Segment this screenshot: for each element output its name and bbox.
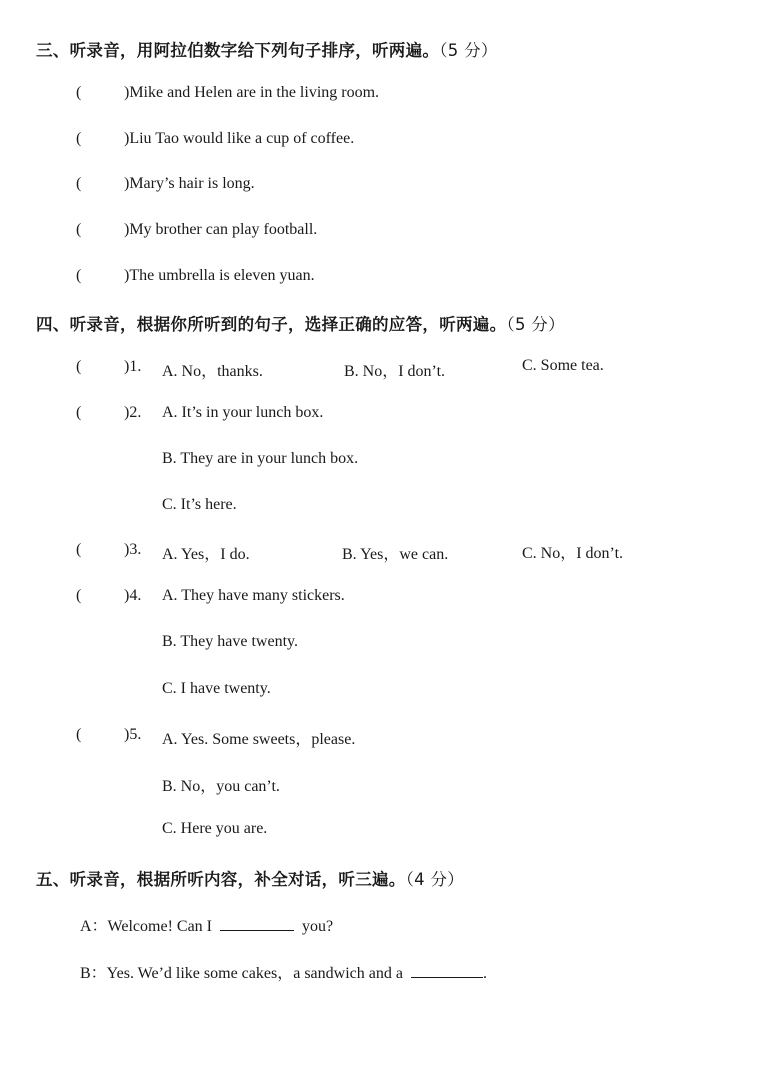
option-a: A. Yes，I do. <box>162 546 250 563</box>
sentence-text: My brother can play football. <box>129 221 318 238</box>
section4-title: 四、听录音，根据你所听到的句子，选择正确的应答，听两遍。 <box>36 315 507 334</box>
answer-paren-open[interactable]: ( <box>76 84 82 101</box>
section3-title: 三、听录音，用阿拉伯数字给下列句子排序，听两遍。 <box>36 41 440 60</box>
answer-paren-open[interactable]: ( <box>76 587 82 604</box>
section5-score: （4 分） <box>405 870 465 889</box>
answer-paren-close: ) <box>124 130 130 147</box>
answer-paren-close: ) <box>124 267 130 284</box>
sentence-text: Mike and Helen are in the living room. <box>129 84 380 101</box>
section5-heading <box>36 866 464 890</box>
answer-paren-close: ) <box>124 541 130 558</box>
answer-paren-open[interactable]: ( <box>76 726 82 743</box>
dialogue-b-text: B：Yes. We’d like some cakes，a sandwich and a <box>80 965 403 982</box>
option-a: A. Yes. Some sweets，please. <box>162 731 356 748</box>
dialogue-line-a <box>80 913 333 936</box>
answer-paren-close: ) <box>124 404 130 421</box>
option-a: A. No，thanks. <box>162 363 263 380</box>
option-b: B. No，you can’t. <box>162 778 280 795</box>
question-number: 4. <box>129 587 142 604</box>
answer-paren-close: ) <box>124 84 130 101</box>
answer-paren-close: ) <box>124 221 130 238</box>
section5-title: 五、听录音，根据所听内容，补全对话，听三遍。 <box>36 870 406 889</box>
option-a: A. They have many stickers. <box>162 587 345 604</box>
question-number: 1. <box>129 358 142 375</box>
sentence-text: The umbrella is eleven yuan. <box>129 267 315 284</box>
dialogue-line-b <box>80 960 487 983</box>
answer-paren-open[interactable]: ( <box>76 358 82 375</box>
dialogue-a-text: A：Welcome! Can I <box>80 918 213 935</box>
option-c: C. I have twenty. <box>162 680 271 697</box>
answer-paren-open[interactable]: ( <box>76 221 82 238</box>
answer-paren-open[interactable]: ( <box>76 404 82 421</box>
dialogue-a-end: you? <box>302 918 334 935</box>
section3-score: （5 分） <box>439 41 498 60</box>
answer-paren-open[interactable]: ( <box>76 267 82 284</box>
answer-paren-close: ) <box>124 726 130 743</box>
option-a: A. It’s in your lunch box. <box>162 404 324 421</box>
sentence-text: Mary’s hair is long. <box>129 175 255 192</box>
fill-blank-1[interactable] <box>220 916 294 931</box>
option-c: C. Here you are. <box>162 820 268 837</box>
section4-score: （5 分） <box>506 315 565 334</box>
sentence-text: Liu Tao would like a cup of coffee. <box>129 130 355 147</box>
dialogue-b-end: . <box>482 965 487 982</box>
answer-paren-close: ) <box>124 587 130 604</box>
answer-paren-close: ) <box>124 358 130 375</box>
question-number: 3. <box>129 541 142 558</box>
option-b: B. They have twenty. <box>162 633 298 650</box>
option-c: C. It’s here. <box>162 496 237 513</box>
option-c: C. No，I don’t. <box>522 545 624 562</box>
section3-heading <box>36 37 498 61</box>
fill-blank-2[interactable] <box>411 963 483 978</box>
section4-heading <box>36 311 565 335</box>
question-number: 5. <box>129 726 142 743</box>
answer-paren-close: ) <box>124 175 130 192</box>
answer-paren-open[interactable]: ( <box>76 130 82 147</box>
option-b: B. No，I don’t. <box>344 363 446 380</box>
question-number: 2. <box>129 404 142 421</box>
answer-paren-open[interactable]: ( <box>76 541 82 558</box>
option-b: B. They are in your lunch box. <box>162 450 359 467</box>
option-b: B. Yes，we can. <box>342 546 449 563</box>
option-c: C. Some tea. <box>522 357 604 374</box>
answer-paren-open[interactable]: ( <box>76 175 82 192</box>
